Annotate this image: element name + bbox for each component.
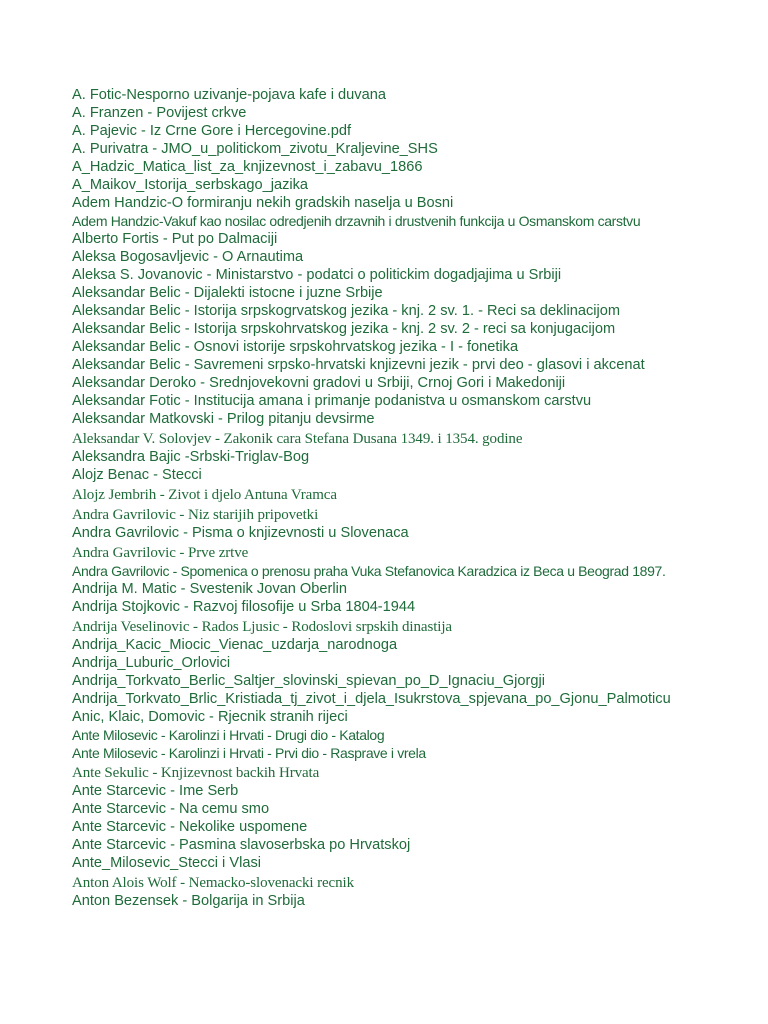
list-item: Aleksa Bogosavljevic - O Arnautima [72, 249, 304, 265]
list-item: Andra Gavrilovic - Niz starijih pripovetki [72, 507, 319, 523]
list-item: Aleksandar Belic - Istorija srpskohrvatskog jezika - knj. 2 sv. 2 - reci sa konjugacijom [72, 321, 616, 337]
list-item: A. Pajevic - Iz Crne Gore i Hercegovine.pdf [72, 123, 352, 139]
list-item: Aleksandar V. Solovjev - Zakonik cara Stefana Dusana 1349. i 1354. godine [72, 431, 523, 447]
list-item: Ante_Milosevic_Stecci i Vlasi [72, 855, 261, 871]
list-item: Anic, Klaic, Domovic - Rjecnik stranih rijeci [72, 709, 348, 725]
list-item: A. Franzen - Povijest crkve [72, 105, 247, 121]
list-item: Andrija Stojkovic - Razvoj filosofije u Srba 1804-1944 [72, 599, 416, 615]
list-item: Andrija_Torkvato_Brlic_Kristiada_tj_zivot_i_djela_Isukrstova_spjevana_po_Gjonu_Palmoticu [72, 691, 671, 707]
list-item: Andra Gavrilovic - Prve zrtve [72, 545, 249, 561]
list-item: Aleksa S. Jovanovic - Ministarstvo - podatci o politickim dogadjajima u Srbiji [72, 267, 562, 283]
list-item: Ante Starcevic - Na cemu smo [72, 801, 270, 817]
list-item: A_Maikov_Istorija_serbskago_jazika [72, 177, 309, 193]
list-item: Aleksandar Belic - Dijalekti istocne i juzne Srbije [72, 285, 383, 301]
list-item: Ante Milosevic - Karolinzi i Hrvati - Drugi dio - Katalog [72, 727, 385, 743]
list-item: Alojz Benac - Stecci [72, 467, 202, 483]
list-item: Ante Starcevic - Ime Serb [72, 783, 239, 799]
list-item: Aleksandar Belic - Istorija srpskogrvatskog jezika - knj. 2 sv. 1. - Reci sa deklinacijom [72, 303, 621, 319]
list-item: Andrija_Kacic_Miocic_Vienac_uzdarja_narodnoga [72, 637, 398, 653]
list-item: Andrija Veselinovic - Rados Ljusic - Rodoslovi srpskih dinastija [72, 619, 452, 635]
list-item: A. Purivatra - JMO_u_politickom_zivotu_Kraljevine_SHS [72, 141, 438, 157]
list-item: Ante Starcevic - Pasmina slavoserbska po Hrvatskoj [72, 837, 411, 853]
list-item: Aleksandar Belic - Savremeni srpsko-hrvatski knjizevni jezik - prvi deo - glasovi i akcenat [72, 357, 645, 373]
list-item: A. Fotic-Nesporno uzivanje-pojava kafe i duvana [72, 87, 386, 103]
list-item: Aleksandar Matkovski - Prilog pitanju devsirme [72, 411, 375, 427]
list-item: Andrija M. Matic - Svestenik Jovan Oberlin [72, 581, 347, 597]
list-item: Aleksandar Belic - Osnovi istorije srpskohrvatskog jezika - I - fonetika [72, 339, 519, 355]
list-item: Andrija_Luburic_Orlovici [72, 655, 231, 671]
list-item: Alojz Jembrih - Zivot i djelo Antuna Vramca [72, 487, 337, 503]
list-item: Anton Alois Wolf - Nemacko-slovenacki recnik [72, 875, 354, 891]
file-list [72, 86, 768, 910]
list-item: A_Hadzic_Matica_list_za_knjizevnost_i_zabavu_1866 [72, 159, 423, 175]
list-item: Ante Sekulic - Knjizevnost backih Hrvata [72, 765, 320, 781]
list-item: Adem Handzic-O formiranju nekih gradskih naselja u Bosni [72, 195, 454, 211]
list-item: Andra Gavrilovic - Spomenica o prenosu praha Vuka Stefanovica Karadzica iz Beca u Beograd 1897. [72, 563, 666, 579]
list-item: Aleksandar Fotic - Institucija amana i primanje podanistva u osmanskom carstvu [72, 393, 592, 409]
list-item: Andra Gavrilovic - Pisma o knjizevnosti u Slovenaca [72, 525, 409, 541]
list-item: Aleksandra Bajic -Srbski-Triglav-Bog [72, 449, 310, 465]
list-item: Andrija_Torkvato_Berlic_Saltjer_slovinski_spievan_po_D_Ignaciu_Gjorgji [72, 673, 545, 689]
list-item: Aleksandar Deroko - Srednjovekovni gradovi u Srbiji, Crnoj Gori i Makedoniji [72, 375, 566, 391]
list-item: Alberto Fortis - Put po Dalmaciji [72, 231, 278, 247]
list-item: Ante Starcevic - Nekolike uspomene [72, 819, 308, 835]
list-item: Anton Bezensek - Bolgarija in Srbija [72, 893, 305, 909]
list-item: Ante Milosevic - Karolinzi i Hrvati - Prvi dio - Rasprave i vrela [72, 745, 426, 761]
list-item: Adem Handzic-Vakuf kao nosilac odredjenih drzavnih i drustvenih funkcija u Osmanskom carstvu [72, 213, 641, 229]
